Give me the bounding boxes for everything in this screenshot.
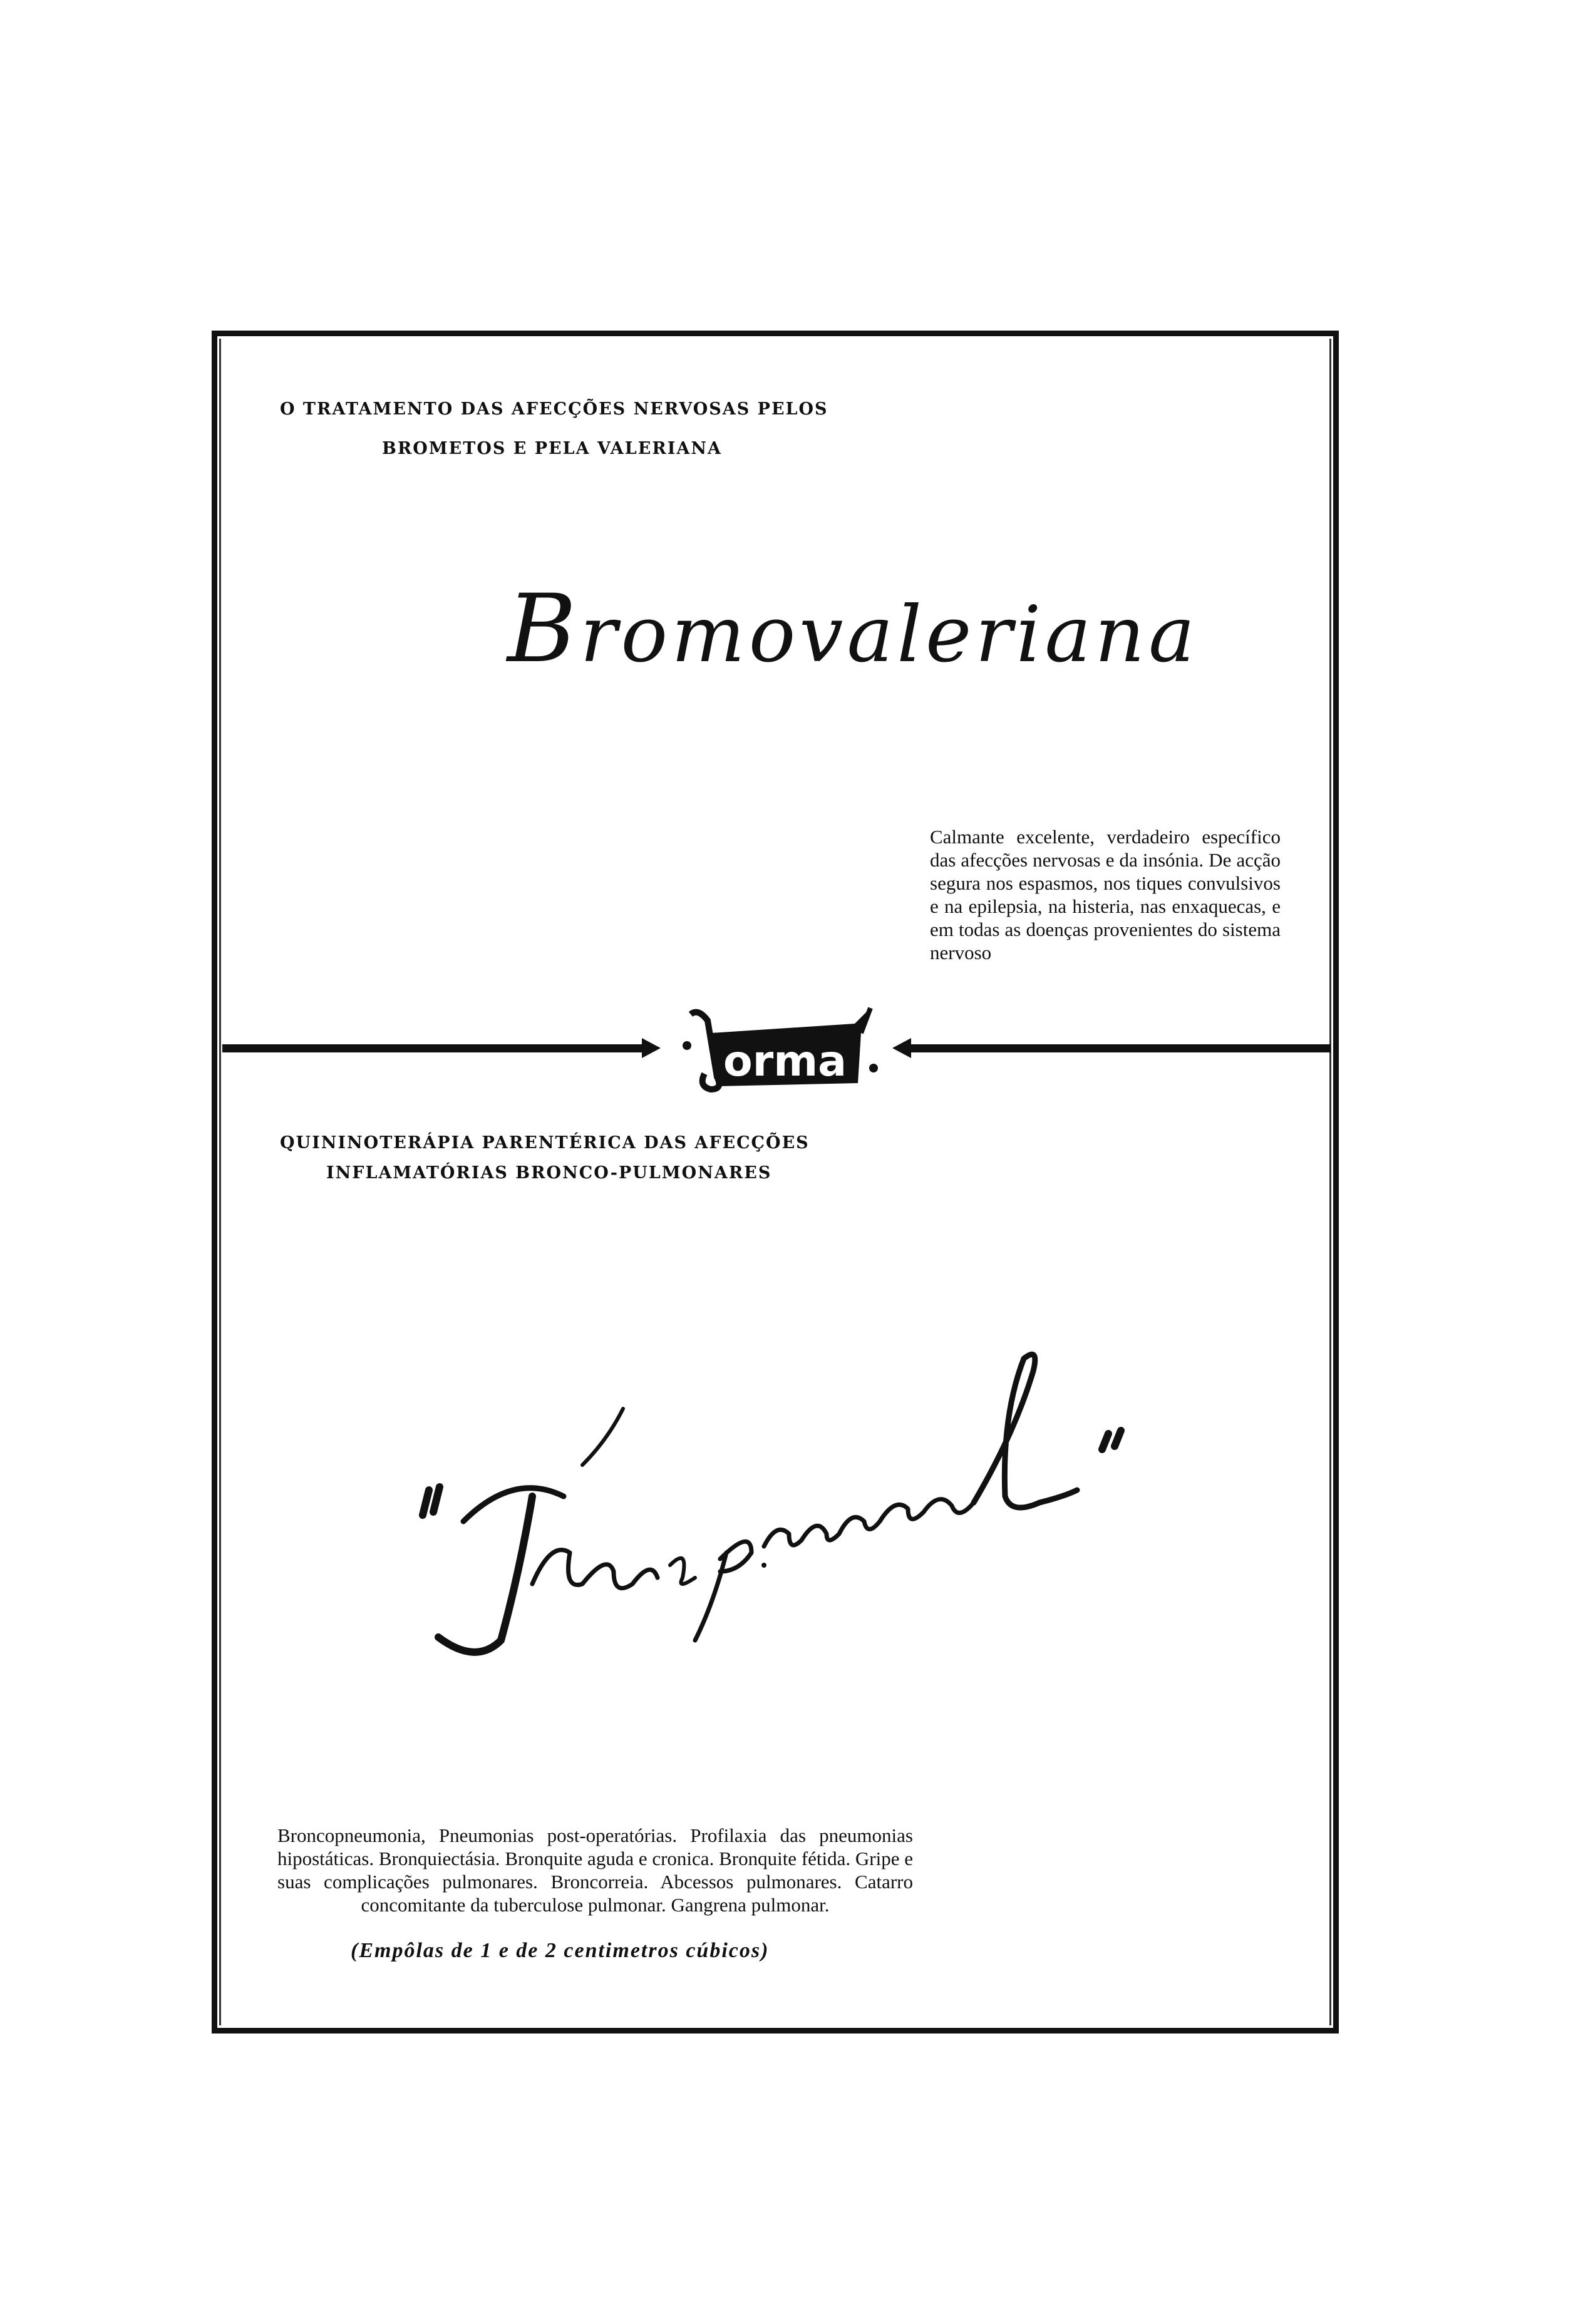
divider-right-bar [905,1044,1331,1052]
ampoules-note: (Empôlas de 1 e de 2 centimetros cúbicos) [351,1939,770,1962]
bottom-heading-line1: QUININOTERÁPIA PARENTÉRICA DAS AFECÇÕES [280,1133,810,1153]
normal-logo-text: orma [723,1037,847,1086]
divider-right-arrow-icon [892,1038,911,1058]
normal-logo-icon [683,1008,878,1089]
bottom-heading-line2: INFLAMATÓRIAS BRONCO-PULMONARES [326,1163,772,1183]
transpneumol-description: Broncopneumonia, Pneumonias post-operatórias. Profilaxia das pneumonias hipostáticas. Bronquiectásia. Bronquite aguda e cronica. Bronquite fétida. Gripe e suas complicações pulmonares. Broncorreia. Abcessos pulmonares. Catarro concomitante da tuberculose pulmonar. Gangrena pulmonar. [277,1824,913,1916]
product-title-rest: romovaleriana [580,590,1199,680]
bromovaleriana-description: Calmante excelente, verdadeiro específico das afecções nervosas e da insónia. De acção segura nos espasmos, nos tiques convulsivos e na epilepsia, na histeria, nas enxaquecas, e em todas as doenças provenientes do sistema nervoso [930,826,1281,964]
normal-divider [222,995,1331,1102]
divider-left-bar [222,1044,648,1052]
product-title-bromovaleriana [507,575,1199,684]
divider-left-arrow-icon [642,1038,661,1058]
top-heading-line2: BROMETOS E PELA VALERIANA [382,439,722,458]
top-heading-line1: O TRATAMENTO DAS AFECÇÕES NERVOSAS PELOS [280,399,828,419]
transpneumol-signature [401,1290,1215,1665]
product-title-initial: B [507,575,580,684]
